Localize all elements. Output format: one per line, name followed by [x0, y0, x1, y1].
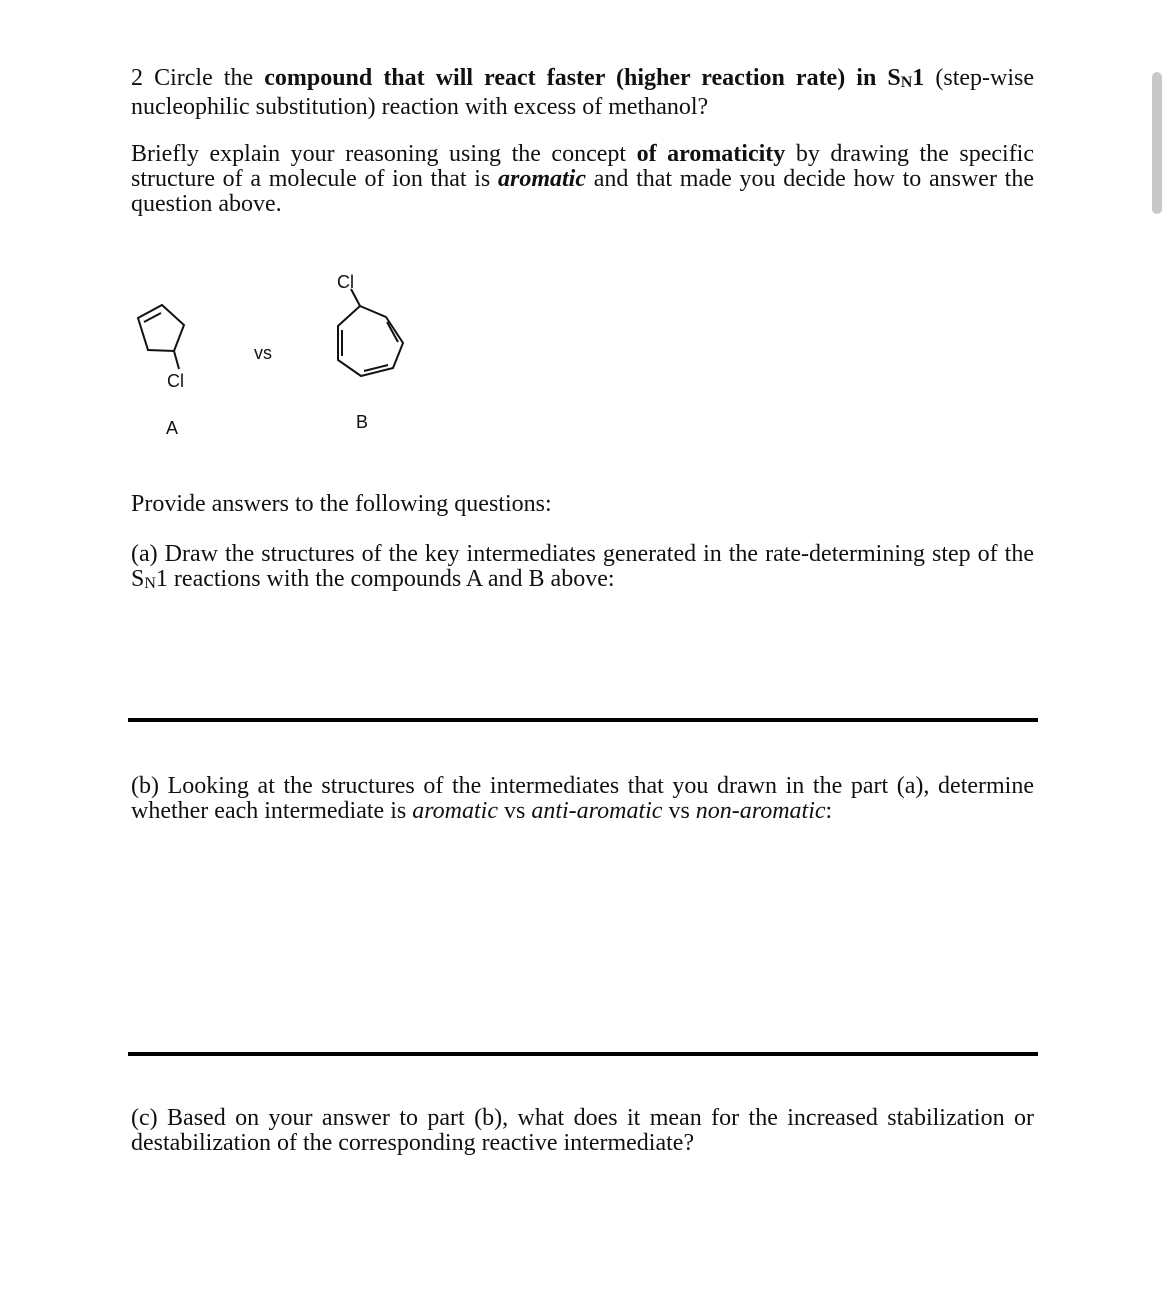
question-2-explanation: Briefly explain your reasoning using the concept of aromaticity by drawing the specific structure of a molecule of ion that is aromatic and that made you decide how to answer the question above. — [131, 141, 1035, 217]
aromaticity-bold: of aromaticity — [636, 141, 786, 167]
prompt-text-end: (step-wise nucleophilic substitution) reaction with excess of methanol? — [131, 65, 1035, 120]
prompt-bold-text: compound that will react faster (higher reaction rate) in SN1 — [264, 65, 925, 91]
aromatic-bold-italic: aromatic — [497, 166, 586, 192]
compound-b-chlorine-label: Cl — [337, 272, 354, 292]
answer-divider-b — [128, 1052, 1038, 1056]
compound-b-structure — [338, 289, 403, 376]
vertical-scrollbar[interactable] — [1152, 72, 1162, 214]
question-number: 2 — [131, 65, 143, 91]
question-a: (a) Draw the structures of the key intermediates generated in the rate-determining step of the SN1 reactions with the compounds A and B above: — [131, 541, 1034, 592]
compound-a-chlorine-label: Cl — [167, 371, 184, 391]
compound-a-structure — [138, 305, 184, 369]
question-b: (b) Looking at the structures of the intermediates that you drawn in the part (a), determine whether each intermediate is aromatic vs anti-aromatic vs non-aromatic: — [131, 773, 1034, 824]
question-c: (c) Based on your answer to part (b), what does it mean for the increased stabilization or destabilization of the corresponding reactive intermediate? — [131, 1105, 1034, 1156]
compound-a-label: A — [166, 418, 179, 438]
prompt-text: Circle the — [154, 65, 265, 91]
questions-intro: Provide answers to the following questions: — [131, 491, 552, 517]
versus-label: vs — [254, 343, 272, 363]
answer-divider-a — [128, 718, 1038, 722]
question-2-prompt — [131, 66, 1034, 120]
compound-b-label: B — [356, 412, 369, 432]
